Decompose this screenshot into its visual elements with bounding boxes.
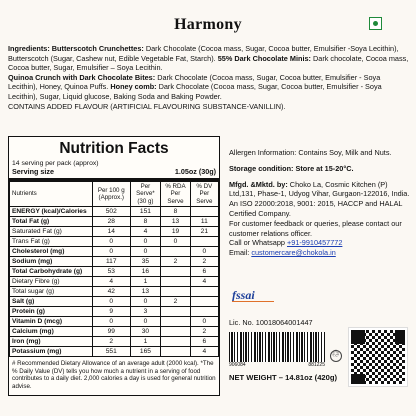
row-per100: 53 — [93, 267, 131, 277]
barcode — [229, 332, 325, 362]
row-rda — [161, 247, 190, 257]
table-row — [10, 237, 219, 247]
ingredients-text-3: Dark Chocolate (Cocoa mass, Sugar, Cocoa butter, Emulsifier - Soya Lecithin), Honey, Quinoa Puffs. — [8, 72, 381, 92]
table-row — [10, 327, 219, 337]
row-serve: 0 — [130, 247, 161, 257]
row-per100: 117 — [93, 257, 131, 267]
serving-size-row — [9, 167, 219, 181]
row-per100: 9 — [93, 307, 131, 317]
row-rda — [161, 337, 190, 347]
row-name: Protein (g) — [10, 307, 93, 317]
dark-chocolate-minis-label: 55% Dark Chocolate Minis: — [217, 53, 311, 63]
header-rda: % RDA Per Serve — [161, 182, 190, 207]
row-name: Sodium (mg) — [10, 257, 93, 267]
row-name: Total Carbohydrate (g) — [10, 267, 93, 277]
quinoa-crunch-label: Quinoa Crunch with Dark Chocolate Bites: — [8, 72, 156, 82]
ingredients-text-4: Dark Chocolate (Cocoa mass, Sugar, Cocoa butter, Emulsifier - Soya Lecithin), Sugar, Liquid glucose, Baking Soda and Baking Powder. — [8, 82, 382, 101]
row-per100: 0 — [93, 247, 131, 257]
row-rda: 8 — [161, 207, 190, 217]
row-dv: 11 — [190, 217, 218, 227]
row-dv: 4 — [190, 277, 218, 287]
table-row — [10, 347, 219, 357]
header-per-100g: Per 100 g (Approx.) — [93, 182, 131, 207]
row-per100: 551 — [93, 347, 131, 357]
recycle-icon — [330, 350, 342, 362]
nutrition-facts-panel — [8, 136, 220, 396]
row-rda — [161, 277, 190, 287]
header-dv: % DV Per Serve — [190, 182, 218, 207]
row-serve: 0 — [130, 317, 161, 327]
product-title: Harmony — [174, 16, 242, 33]
table-row — [10, 247, 219, 257]
row-serve: 1 — [130, 277, 161, 287]
row-name: Potassium (mg) — [10, 347, 93, 357]
row-name: Saturated Fat (g) — [10, 227, 93, 237]
veg-symbol-icon — [369, 17, 382, 30]
row-per100: 14 — [93, 227, 131, 237]
mfgd-label: Mfgd. &Mktd. by: — [229, 179, 288, 189]
storage-condition: Storage condition: Store at 15-20°C. — [229, 163, 354, 173]
row-per100: 0 — [93, 317, 131, 327]
row-serve: 0 — [130, 297, 161, 307]
row-rda — [161, 327, 190, 337]
row-name: Trans Fat (g) — [10, 237, 93, 247]
row-dv — [190, 237, 218, 247]
nutrition-table-header — [10, 182, 219, 207]
manufacturer-address: Choko La, Cosmic Kitchen (P) Ltd,131, Phase-1, Udyog Vihar, Gurgaon-122016, India. — [229, 179, 410, 199]
row-name: ENERGY (kcal)/Calories — [10, 207, 93, 217]
row-per100: 99 — [93, 327, 131, 337]
table-row — [10, 337, 219, 347]
row-per100: 4 — [93, 277, 131, 287]
row-serve: 4 — [130, 227, 161, 237]
row-rda — [161, 267, 190, 277]
feedback-text: For customer feedback or queries, please contact our customer relations officer. — [229, 218, 402, 238]
row-per100: 502 — [93, 207, 131, 217]
table-row — [10, 227, 219, 237]
servings-per-pack: 14 serving per pack (approx) — [12, 160, 99, 167]
nutrition-footnote: # Recommended Dietary Allowance of an average adult (2000 kcal). *The % Daily Value (DV) tells you how much a nutrient in a serving of food contributes to a daily diet. 2,000 calories a day is used for general nutrition advise. — [12, 360, 216, 390]
row-name: Salt (g) — [10, 297, 93, 307]
barcode-digits — [229, 362, 325, 368]
table-row — [10, 277, 219, 287]
ingredients-label: Ingredients: Butterscotch Crunchettes: — [8, 44, 144, 53]
row-rda: 2 — [161, 257, 190, 267]
row-rda — [161, 347, 190, 357]
row-per100: 42 — [93, 287, 131, 297]
ingredients-text-2: Dark chocolate, Cocoa mass, Cocoa butter, Sugar, Emulsifier – Soya Lecithin. — [8, 53, 409, 73]
row-serve: 30 — [130, 327, 161, 337]
fssai-logo-underline — [232, 301, 274, 302]
serving-size-label: Serving size — [12, 167, 54, 176]
row-name: Calcium (mg) — [10, 327, 93, 337]
call-label: Call or Whatsapp — [229, 238, 287, 248]
row-dv — [190, 297, 218, 307]
nutrition-facts-title: Nutrition Facts — [59, 140, 169, 157]
row-rda: 19 — [161, 227, 190, 237]
phone-link[interactable]: +91-9910457772 — [287, 238, 343, 248]
row-serve: 151 — [130, 207, 161, 217]
nutrition-table — [9, 181, 219, 357]
row-serve: 3 — [130, 307, 161, 317]
table-row — [10, 207, 219, 217]
row-dv: 4 — [190, 347, 218, 357]
row-serve: 13 — [130, 287, 161, 297]
row-dv: 6 — [190, 337, 218, 347]
row-rda — [161, 287, 190, 297]
barcode-digits-left: 906084 — [229, 362, 246, 368]
row-dv: 2 — [190, 327, 218, 337]
product-info-column — [229, 148, 411, 264]
table-row — [10, 307, 219, 317]
ingredients-block — [8, 44, 410, 111]
row-per100: 0 — [93, 297, 131, 307]
table-row — [10, 287, 219, 297]
row-dv: 0 — [190, 317, 218, 327]
row-serve: 16 — [130, 267, 161, 277]
row-name: Total Fat (g) — [10, 217, 93, 227]
row-dv — [190, 307, 218, 317]
table-row — [10, 257, 219, 267]
table-row — [10, 297, 219, 307]
header-nutrients: Nutrients — [10, 182, 93, 207]
flavour-notice: CONTAINS ADDED FLAVOUR (ARTIFICIAL FLAVOURING SUBSTANCE-VANILLIN). — [8, 101, 286, 111]
row-name: Iron (mg) — [10, 337, 93, 347]
header-per-serve: Per Serve* (30 g) — [130, 182, 161, 207]
row-serve: 8 — [130, 217, 161, 227]
row-serve: 35 — [130, 257, 161, 267]
row-dv: 0 — [190, 247, 218, 257]
allergen-info: Allergen Information: Contains Soy, Milk and Nuts. — [229, 148, 392, 157]
row-rda: 13 — [161, 217, 190, 227]
row-per100: 2 — [93, 337, 131, 347]
row-serve: 0 — [130, 237, 161, 247]
row-dv: 2 — [190, 257, 218, 267]
row-name: Total sugar (g) — [10, 287, 93, 297]
row-rda: 0 — [161, 237, 190, 247]
qr-code — [349, 328, 407, 386]
email-link[interactable]: customercare@chokola.in — [251, 248, 336, 258]
manufacturer-info — [229, 180, 411, 258]
barcode-digits-right: 881225 — [308, 362, 325, 368]
row-name: Vitamin D (mcg) — [10, 317, 93, 327]
row-dv: 6 — [190, 267, 218, 277]
row-per100: 0 — [93, 237, 131, 247]
table-row — [10, 217, 219, 227]
row-serve: 165 — [130, 347, 161, 357]
row-rda: 2 — [161, 297, 190, 307]
table-row — [10, 267, 219, 277]
serving-size-value: 1.05oz (30g) — [174, 167, 216, 176]
fssai-logo: fssai — [232, 288, 255, 302]
honey-comb-label: Honey comb: — [110, 82, 157, 92]
ingredients-text-1: Dark Chocolate (Cocoa mass, Sugar, Cocoa butter, Emulsifier -Soya Lecithin), Butterscotch (Sugar, Cashew nut, Edible Vegetable Fat, Starch). — [8, 44, 399, 63]
row-dv — [190, 287, 218, 297]
row-rda — [161, 307, 190, 317]
row-dv: 21 — [190, 227, 218, 237]
row-per100: 28 — [93, 217, 131, 227]
iso-certification: An ISO 22000:2018, 9001: 2015, HACCP and HALAL Certified Company. — [229, 199, 403, 218]
row-dv — [190, 207, 218, 217]
license-number: Lic. No. 10018064001447 — [229, 318, 313, 327]
row-name: Dietary Fibre (g) — [10, 277, 93, 287]
net-weight: NET WEIGHT – 14.81oz (420g) — [229, 373, 338, 382]
email-label: Email: — [229, 248, 250, 258]
table-row — [10, 317, 219, 327]
row-name: Cholesterol (mg) — [10, 247, 93, 257]
row-serve: 1 — [130, 337, 161, 347]
row-rda — [161, 317, 190, 327]
